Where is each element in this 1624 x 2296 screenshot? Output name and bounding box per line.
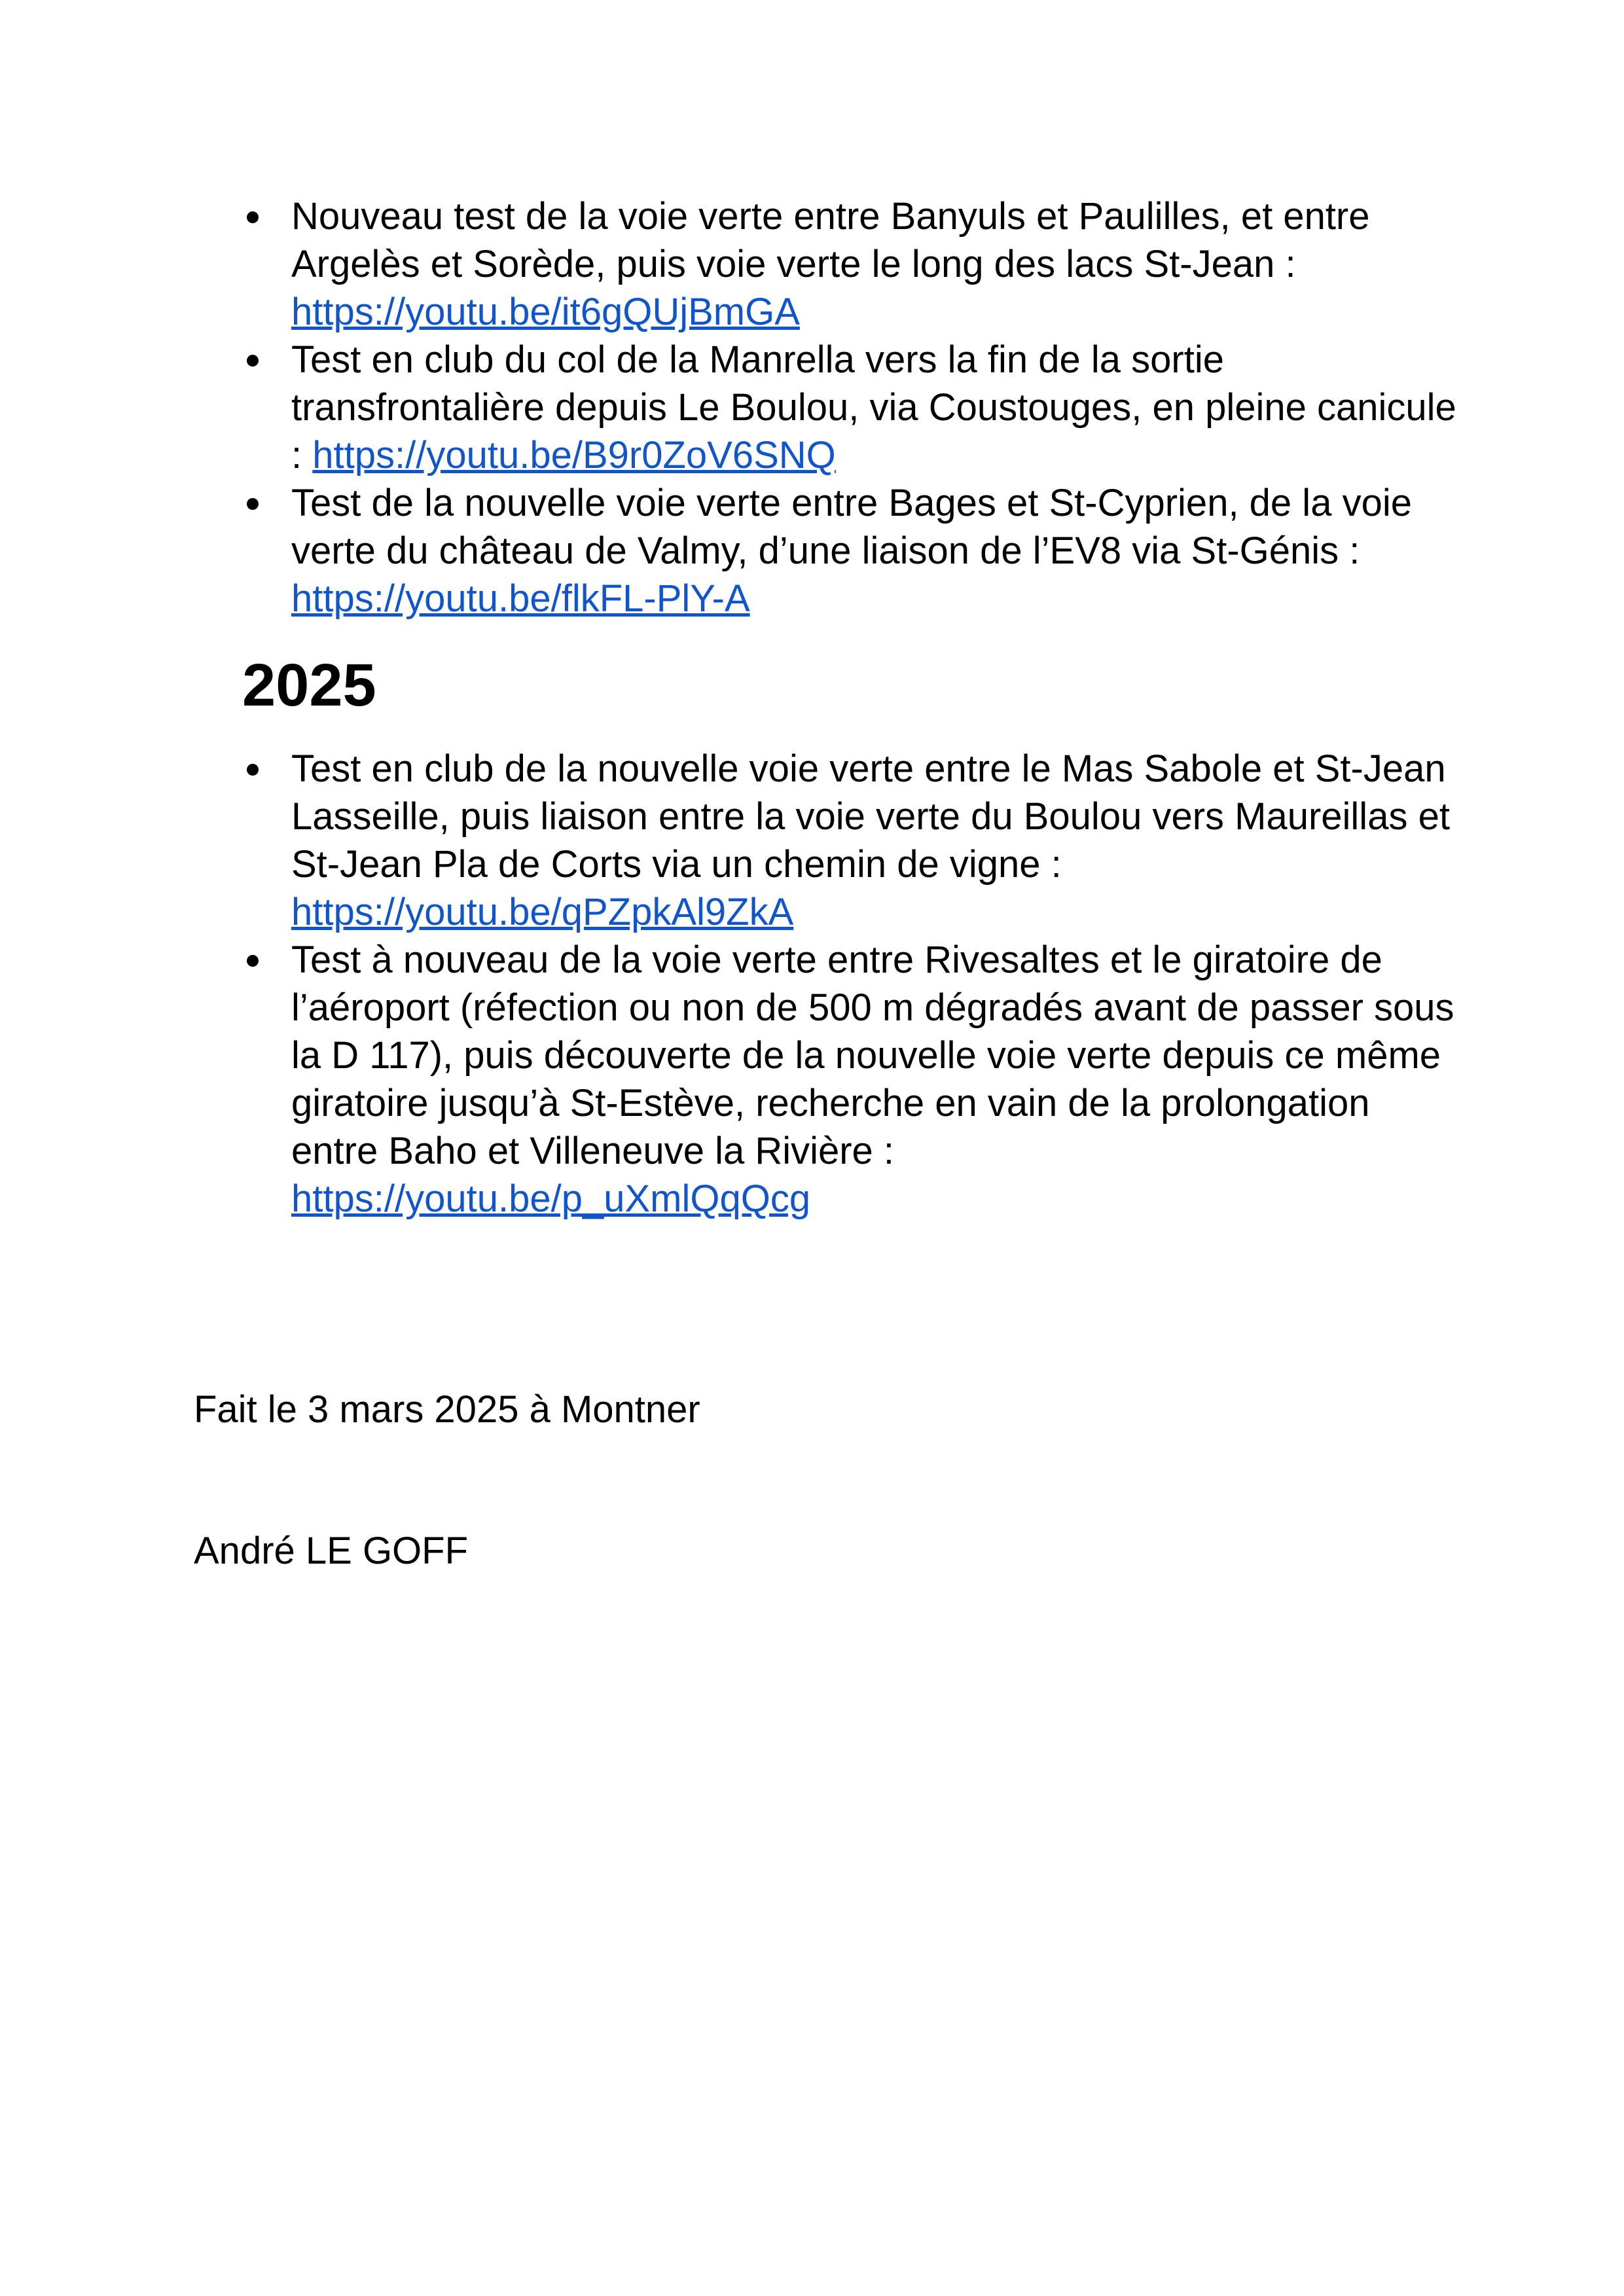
bullet-icon (247, 764, 259, 776)
date-place: Fait le 3 mars 2025 à Montner (194, 1388, 700, 1431)
year-heading: 2025 (242, 652, 376, 719)
bullet-icon (247, 355, 259, 367)
item-text: Nouveau test de la voie verte entre Banyuls et Paulilles, et entre Argelès et Sorède, puis voie verte le long des lacs St-Jean : (291, 195, 1370, 285)
list-item (247, 192, 1464, 336)
item-text: Test de la nouvelle voie verte entre Bages et St-Cyprien, de la voie verte du château de Valmy, d’une liaison de l’EV8 via St-Génis : (291, 482, 1412, 572)
bullet-icon (247, 498, 259, 510)
video-link[interactable]: https://youtu.be/qPZpkAl9ZkA (291, 891, 794, 933)
list-item (247, 936, 1464, 1223)
list-item (247, 479, 1464, 622)
video-link[interactable]: https://youtu.be/B9r0ZoV6SNQ (312, 434, 836, 476)
bullet-list-2025 (247, 745, 1464, 1223)
item-text: Test à nouveau de la voie verte entre Rivesaltes et le giratoire de l’aéroport (réfection ou non de 500 m dégradés avant de passer sous la D 117), puis découverte de la nouvelle voie verte depuis ce même giratoire jusqu’à St-Estève, recherche en vain de la prolongation entre Baho et Villeneuve la Rivière : (291, 939, 1454, 1172)
list-item (247, 745, 1464, 936)
bullet-list-2024 (247, 192, 1464, 622)
video-link[interactable]: https://youtu.be/it6gQUjBmGA (291, 291, 800, 333)
video-link[interactable]: https://youtu.be/flkFL-PlY-A (291, 577, 750, 620)
item-text: Test en club du col de la Manrella vers la fin de la sortie transfrontalière depuis Le Boulou, via Coustouges, en pleine canicule : (291, 338, 1456, 476)
author-name: André LE GOFF (194, 1530, 469, 1572)
bullet-icon (247, 211, 259, 223)
list-item (247, 336, 1464, 479)
item-text: Test en club de la nouvelle voie verte entre le Mas Sabole et St-Jean Lasseille, puis liaison entre la voie verte du Boulou vers Maureillas et St-Jean Pla de Corts via un chemin de vigne : (291, 747, 1450, 886)
bullet-icon (247, 955, 259, 967)
video-link[interactable]: https://youtu.be/p_uXmlQqQcg (291, 1177, 811, 1220)
